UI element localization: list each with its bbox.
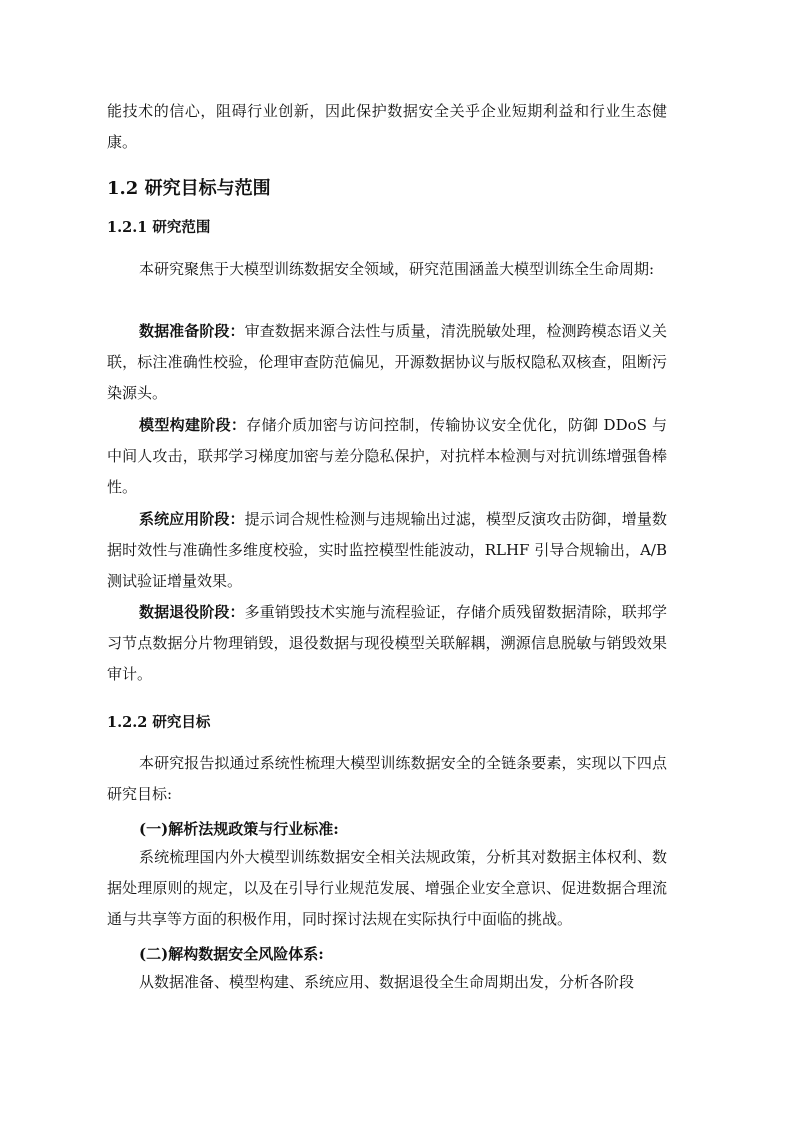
scope-intro-paragraph: 本研究聚焦于大模型训练数据安全领域，研究范围涵盖大模型训练全生命周期: [139, 260, 655, 278]
goal-title-1: (一)解析法规政策与行业标准: [139, 820, 339, 838]
stage-data-retirement [107, 597, 667, 690]
goals-intro-paragraph: 本研究报告拟通过系统性梳理大模型训练数据安全的全链条要素，实现以下四点研究目标: [107, 754, 667, 803]
stage-label: 系统应用阶段： [139, 510, 245, 528]
stage-label: 数据准备阶段： [139, 322, 245, 340]
goal-title-2: (二)解构数据安全风险体系: [139, 945, 324, 963]
goal-text-2: 从数据准备、模型构建、系统应用、数据退役全生命周期出发，分析各阶段 [139, 973, 635, 991]
goal-text-1: 系统梳理国内外大模型训练数据安全相关法规政策，分析其对数据主体权利、数据处理原则的规定，以及在引导行业规范发展、增强企业安全意识、促进数据合理流通与共享等方面的积极作用，同时探讨法规在实际执行中面临的挑战。 [107, 848, 667, 928]
stage-text: 存储介质加密与访问控制，传输协议安全优化，防御 DDoS 与中间人攻击，联邦学习梯度加密与差分隐私保护，对抗样本检测与对抗训练增强鲁棒性。 [107, 416, 667, 496]
stage-data-preparation [107, 316, 667, 409]
stage-text: 多重销毁技术实施与流程验证，存储介质残留数据清除，联邦学习节点数据分片物理销毁，退役数据与现役模型关联解耦，溯源信息脱敏与销毁效果审计。 [107, 603, 667, 683]
section-heading-1-2-1: 1.2.1 研究范围 [107, 219, 211, 236]
intro-paragraph: 能技术的信心，阻碍行业创新，因此保护数据安全关乎企业短期利益和行业生态健康。 [107, 102, 667, 151]
stage-label: 数据退役阶段： [139, 603, 245, 621]
section-heading-1-2-2: 1.2.2 研究目标 [107, 714, 211, 731]
stage-label: 模型构建阶段： [139, 416, 247, 434]
stage-text: 提示词合规性检测与违规输出过滤，模型反演攻击防御，增量数据时效性与准确性多维度校验，实时监控模型性能波动，RLHF 引导合规输出，A/B 测试验证增量效果。 [107, 510, 667, 590]
stage-model-building [107, 410, 667, 503]
stage-system-application [107, 504, 667, 597]
stage-text: 审查数据来源合法性与质量，清洗脱敏处理，检测跨模态语义关联，标注准确性校验，伦理审查防范偏见，开源数据协议与版权隐私双核查，阻断污染源头。 [107, 322, 667, 402]
section-heading-1-2: 1.2 研究目标与范围 [107, 178, 271, 199]
